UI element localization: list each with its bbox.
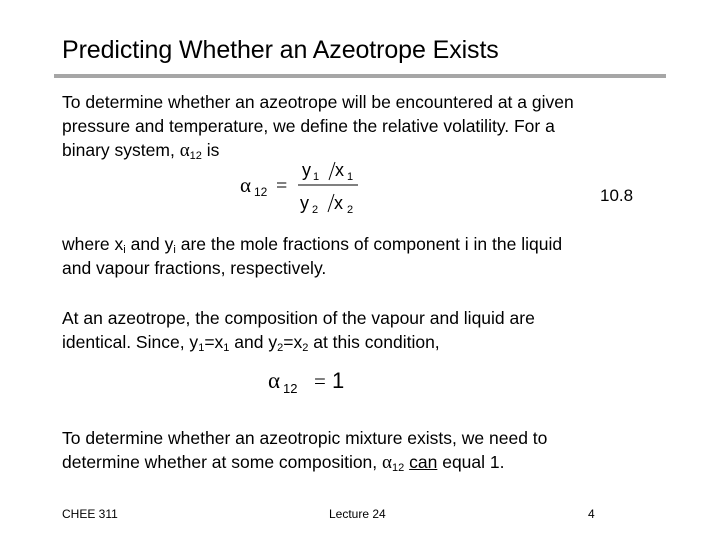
equation-number: 10.8 <box>600 186 634 205</box>
subscript: 1 <box>198 342 205 354</box>
title-divider <box>54 74 666 78</box>
paragraph-mole-fractions <box>62 232 562 280</box>
alpha-symbol: α <box>179 140 190 161</box>
text-line: To determine whether an azeotropic mixture exists, we need to <box>62 428 548 448</box>
paragraph-conclusion <box>62 426 547 475</box>
text-span: determine whether at some composition, <box>62 452 383 472</box>
text-line: and vapour fractions, respectively. <box>62 258 327 278</box>
one-value: 1 <box>332 368 345 393</box>
equals-sign: = <box>276 175 288 197</box>
alpha-symbol: α <box>382 452 392 473</box>
text-span: =x <box>283 332 303 352</box>
text-span: =x <box>204 332 224 352</box>
text-span: where x <box>62 234 124 254</box>
text-line: pressure and temperature, we define the relative volatility. For a <box>62 116 555 136</box>
footer-course: CHEE 311 <box>62 507 118 521</box>
text-span: binary system, <box>62 140 180 160</box>
subscript: 1 <box>347 171 354 183</box>
text-span: is <box>201 140 220 160</box>
denominator-y: y <box>300 193 309 213</box>
text-span: identical. Since, y <box>62 332 199 352</box>
denominator-x: x <box>334 193 343 213</box>
text-line <box>62 450 547 475</box>
azeotrope-equation <box>268 366 368 398</box>
subscript: 2 <box>277 342 284 354</box>
subscript: 1 <box>313 171 320 183</box>
equals-sign: = <box>314 369 326 393</box>
text-span: and y <box>229 332 278 352</box>
subscript: 12 <box>189 150 202 162</box>
numerator-y: y <box>302 160 311 180</box>
subscript: 2 <box>312 204 319 214</box>
paragraph-definition <box>62 90 574 163</box>
footer-page-number: 4 <box>588 507 595 521</box>
underlined-can: can <box>409 452 438 472</box>
numerator-x: x <box>335 160 344 180</box>
alpha-symbol: α <box>240 173 252 197</box>
text-span: equal 1. <box>437 452 505 472</box>
subscript: i <box>123 244 126 256</box>
paragraph-azeotrope-condition <box>62 306 535 354</box>
footer-lecture: Lecture 24 <box>329 507 386 521</box>
subscript: 12 <box>254 185 268 199</box>
alpha-symbol: α <box>268 368 281 393</box>
subscript: 2 <box>347 204 354 214</box>
subscript: 2 <box>302 342 309 354</box>
slide-title: Predicting Whether an Azeotrope Exists <box>62 36 499 64</box>
subscript: i <box>173 244 176 256</box>
text-span: at this condition, <box>308 332 440 352</box>
text-line <box>62 232 562 256</box>
relative-volatility-equation <box>240 158 370 214</box>
subscript: 12 <box>283 381 298 396</box>
text-span: are the mole fractions of component i in the liquid <box>175 234 563 254</box>
text-line <box>62 330 535 354</box>
text-line: At an azeotrope, the composition of the vapour and liquid are <box>62 308 535 328</box>
text-line: To determine whether an azeotrope will be encountered at a given <box>62 92 574 112</box>
subscript: 1 <box>223 342 230 354</box>
text-span: and y <box>125 234 174 254</box>
subscript: 12 <box>392 462 405 474</box>
